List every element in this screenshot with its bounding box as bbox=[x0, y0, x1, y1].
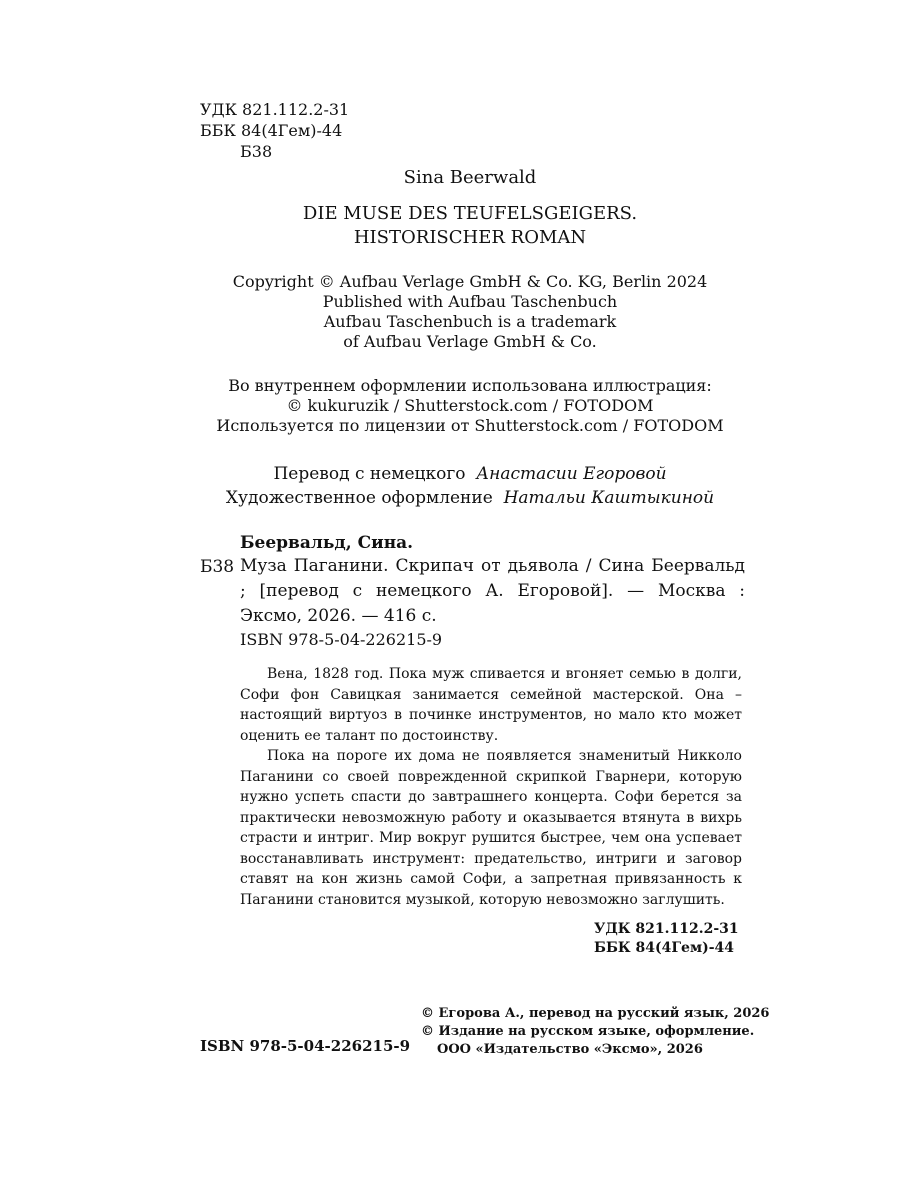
original-author: Sina Beerwald bbox=[403, 167, 537, 188]
annotation-paragraph-2: Пока на пороге их дома не появляется знаменитый Никколо Паганини со своей поврежденной скрипкой Гварнери, которую нужно успеть спасти до завтрашнего концерта. Софи берется за практически невозможную работу и оказывается втянута в вихрь страсти и интриг. Мир вокруг рушится быстрее, чем она успевает восстанавливать инструмент: предательство, интриги и заговор ставят на кон жизнь самой Софи, а запретная привязанность к Паганини становится музыкой, которую невозможно заглушить. bbox=[240, 748, 742, 908]
original-title-line-1: DIE MUSE DES TEUFELSGEIGERS. bbox=[302, 203, 638, 224]
annotation-paragraph-1: Вена, 1828 год. Пока муж спивается и вгоняет семью в долги, Софи фон Савицкая занимается семейной мастерской. Она – настоящий виртуоз в починке инструментов, но мало кто может оценить ее талант по достоинству. bbox=[240, 666, 742, 744]
annotation bbox=[240, 664, 742, 910]
illustration-line-2: © kukuruzik / Shutterstock.com / FOTODOM bbox=[286, 396, 654, 415]
rights-imprint bbox=[421, 1005, 769, 1059]
catalog-isbn: ISBN 978-5-04-226215-9 bbox=[240, 630, 443, 649]
catalog-author-mark: Б38 bbox=[200, 557, 235, 577]
copyright-notice bbox=[150, 272, 790, 352]
translation-label: Перевод с немецкого bbox=[273, 464, 466, 484]
annotation-udk: УДК 821.112.2-31 bbox=[594, 921, 739, 937]
translator-credit bbox=[150, 462, 790, 486]
annotation-bbk: ББК 84(4Гем)-44 bbox=[594, 940, 735, 956]
illustration-credit bbox=[150, 376, 790, 436]
designer-name: Натальи Каштыкиной bbox=[503, 488, 715, 508]
copyright-line-1: Copyright © Aufbau Verlage GmbH & Co. KG, Berlin 2024 bbox=[232, 272, 708, 291]
design-label: Художественное оформление bbox=[225, 488, 493, 508]
original-title-line-2: HISTORISCHER ROMAN bbox=[353, 227, 587, 248]
illustration-line-1: Во внутреннем оформлении использована иллюстрация: bbox=[228, 376, 712, 395]
translator-name: Анастасии Егоровой bbox=[476, 464, 667, 484]
designer-credit bbox=[150, 486, 790, 510]
udk-code: УДК 821.112.2-31 bbox=[200, 100, 350, 119]
edition-rights: © Издание на русском языке, оформление. bbox=[421, 1024, 755, 1039]
catalog-author-heading: Беервальд, Сина. bbox=[240, 533, 414, 553]
catalog-description: Муза Паганини. Скрипач от дьявола / Сина Беервальд ; [перевод с немецкого А. Егоровой]. — Москва : Эксмо, 2026. — 416 с. bbox=[240, 556, 745, 626]
copyright-line-4: of Aufbau Verlage GmbH & Co. bbox=[343, 332, 597, 351]
annotation-codes bbox=[594, 920, 739, 958]
author-mark: Б38 bbox=[240, 142, 273, 161]
translation-rights: © Егорова А., перевод на русский язык, 2026 bbox=[421, 1006, 770, 1021]
illustration-line-3: Используется по лицензии от Shutterstock.com / FOTODOM bbox=[216, 416, 724, 435]
bbk-code: ББК 84(4Гем)-44 bbox=[200, 121, 343, 140]
original-title bbox=[150, 202, 790, 250]
publisher-rights: ООО «Издательство «Эксмо», 2026 bbox=[437, 1042, 703, 1057]
isbn-bottom: ISBN 978-5-04-226215-9 bbox=[200, 1037, 411, 1055]
classification-codes bbox=[200, 99, 349, 162]
contributor-credits bbox=[150, 462, 790, 510]
copyright-line-2: Published with Aufbau Taschenbuch bbox=[322, 292, 618, 311]
copyright-line-3: Aufbau Taschenbuch is a trademark bbox=[323, 312, 617, 331]
